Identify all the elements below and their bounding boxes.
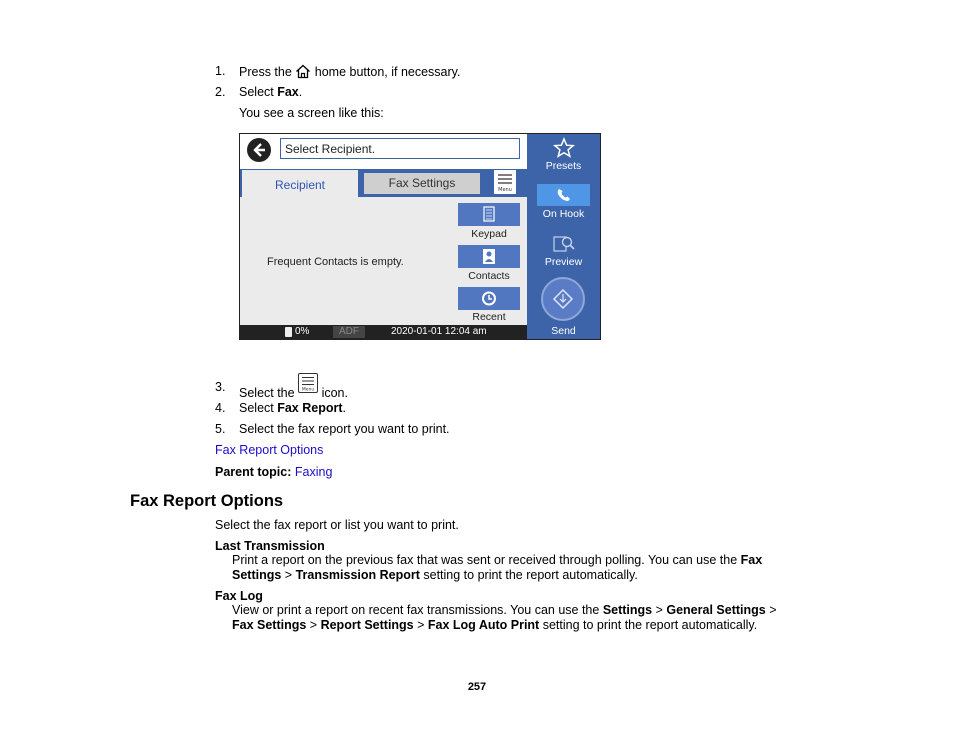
status-bar bbox=[240, 325, 527, 339]
recent-label: Recent bbox=[472, 311, 506, 323]
definition-bold: Fax Settings bbox=[232, 618, 307, 632]
page-number: 257 bbox=[467, 681, 487, 693]
status-datetime: 2020-01-01 12:04 am bbox=[391, 326, 487, 337]
presets-label: Presets bbox=[545, 160, 582, 172]
step-5-text: Select the fax report you want to print. bbox=[239, 422, 450, 436]
definition-text: > bbox=[652, 603, 667, 617]
definition-text: View or print a report on recent fax transmissions. You can use the bbox=[232, 603, 603, 617]
step-text: Select bbox=[239, 401, 278, 415]
fax-report-options-link[interactable]: Fax Report Options bbox=[215, 443, 324, 457]
definition-text: > bbox=[281, 568, 296, 582]
section-title: Fax Report Options bbox=[130, 492, 284, 510]
definition-text: > bbox=[306, 618, 321, 632]
faxing-link[interactable]: Faxing bbox=[294, 465, 333, 479]
step-bold: Fax Report bbox=[277, 401, 343, 415]
step-4-text bbox=[239, 401, 346, 415]
definition-bold: Settings bbox=[232, 568, 282, 582]
fax-log-line1 bbox=[232, 603, 777, 617]
definition-text: Print a report on the previous fax that was sent or received through polling. You can use the bbox=[232, 553, 741, 567]
definition-bold: General Settings bbox=[666, 603, 766, 617]
last-transmission-line1 bbox=[232, 553, 762, 567]
tab-fax-settings: Fax Settings bbox=[364, 173, 480, 194]
fax-log-line2 bbox=[232, 618, 757, 632]
step-text: Select the bbox=[239, 386, 295, 400]
definition-bold: Settings bbox=[602, 603, 653, 617]
step-3-text bbox=[239, 373, 348, 400]
adf-indicator: ADF bbox=[333, 326, 365, 338]
fax-log-term: Fax Log bbox=[215, 589, 263, 603]
send-label: Send bbox=[551, 325, 576, 337]
parent-topic bbox=[215, 465, 332, 479]
keypad-icon bbox=[458, 203, 520, 226]
printer-screen-image bbox=[239, 133, 601, 340]
preview-label: Preview bbox=[544, 256, 583, 268]
step-text: icon. bbox=[321, 386, 348, 400]
step-number: 4. bbox=[215, 401, 226, 415]
tab-recipient: Recipient bbox=[242, 170, 358, 197]
parent-topic-label: Parent topic: bbox=[215, 465, 292, 479]
step-text: Press the bbox=[239, 65, 292, 79]
step-1-text bbox=[239, 64, 460, 79]
recent-icon bbox=[458, 287, 520, 310]
last-transmission-term: Last Transmission bbox=[215, 539, 325, 553]
step-number: 3. bbox=[215, 380, 226, 394]
last-transmission-line2 bbox=[232, 568, 638, 582]
empty-contacts-message: Frequent Contacts is empty. bbox=[267, 256, 404, 268]
svg-text:Menu: Menu bbox=[498, 187, 512, 193]
keypad-label: Keypad bbox=[471, 228, 507, 240]
step-text: Select bbox=[239, 85, 278, 99]
svg-text:Menu: Menu bbox=[301, 387, 315, 393]
section-intro: Select the fax report or list you want to print. bbox=[215, 518, 459, 532]
star-icon bbox=[553, 137, 575, 159]
step-bold: Fax bbox=[277, 85, 299, 99]
step-text: home button, if necessary. bbox=[314, 65, 461, 79]
step-2-text bbox=[239, 85, 302, 99]
definition-bold: Report Settings bbox=[320, 618, 414, 632]
step-number: 5. bbox=[215, 422, 226, 436]
definition-text: > bbox=[765, 603, 777, 617]
step-text: . bbox=[298, 85, 303, 99]
definition-text: setting to print the report automatically. bbox=[419, 568, 638, 582]
contacts-label: Contacts bbox=[468, 270, 510, 282]
home-icon bbox=[295, 64, 311, 79]
back-arrow-icon bbox=[247, 138, 271, 162]
definition-text: setting to print the report automatically. bbox=[539, 618, 758, 632]
step-number: 1. bbox=[215, 64, 226, 78]
definition-text: > bbox=[413, 618, 428, 632]
on-hook-label: On Hook bbox=[542, 208, 585, 220]
phone-icon bbox=[537, 184, 590, 206]
preview-icon bbox=[552, 233, 576, 255]
step-number: 2. bbox=[215, 85, 226, 99]
send-diamond-icon bbox=[541, 277, 585, 321]
step-text: . bbox=[342, 401, 346, 415]
definition-bold: Transmission Report bbox=[295, 568, 420, 582]
recipient-search-field: Select Recipient. bbox=[280, 138, 520, 159]
menu-icon bbox=[298, 373, 318, 393]
ink-icon bbox=[285, 327, 292, 337]
contacts-icon bbox=[458, 245, 520, 268]
screen-intro: You see a screen like this: bbox=[239, 106, 384, 120]
definition-bold: Fax bbox=[740, 553, 763, 567]
ink-level: 0% bbox=[295, 326, 310, 337]
definition-bold: Fax Log Auto Print bbox=[427, 618, 540, 632]
menu-icon bbox=[493, 169, 517, 195]
